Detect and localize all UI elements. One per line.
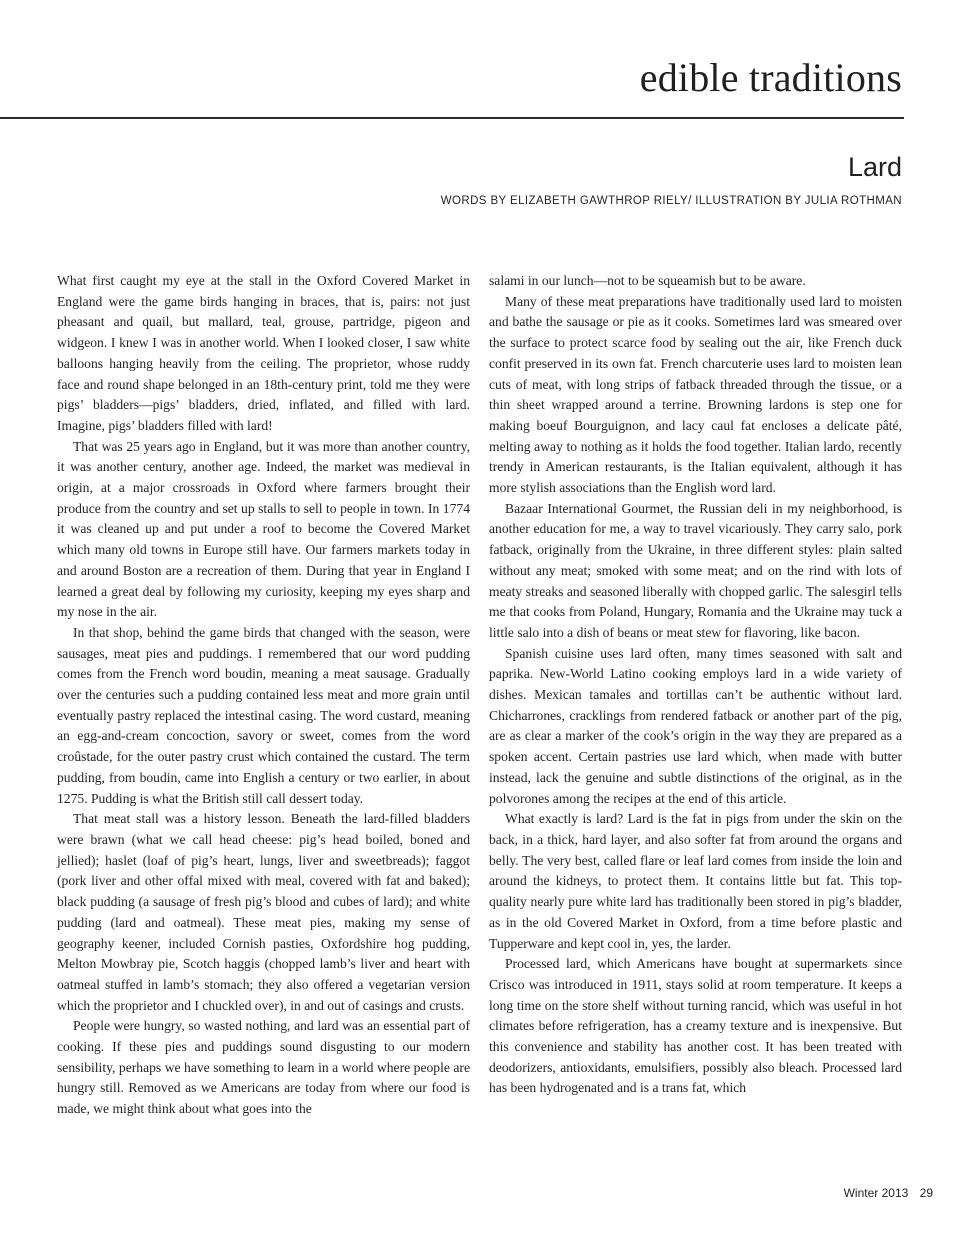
paragraph: Bazaar International Gourmet, the Russian deli in my neighborhood, is another education for me, a way to travel vicariously. They carry salo, pork fatback, originally from the Ukraine, in three different styles: plain salted without any meat; smoked with some meat; and on the rind with lots of meaty streaks and seasoned liberally with chopped garlic. The salesgirl tells me that cooks from Poland, Hungary, Romania and the Ukraine may tuck a little salo into a dish of beans or meat stew for flavoring, like bacon. [489,500,902,640]
paragraph: Many of these meat preparations have traditionally used lard to moisten and bathe the sausage or pie as it cooks. Sometimes lard was smeared over the surface to protect scarce food by sealing out the air, like French duck confit preserved in its own fat. French charcuterie uses lard to moisten lean cuts of meat, with long strips of fatback threaded through the tissue, or a thin sheet wrapped around a terrine. Browning lardons is step one for making boeuf Bourguignon, and lacy caul fat encloses a delicate pâté, melting away to nothing as it holds the food together. Italian lardo, recently trendy in American restaurants, is the Italian equivalent, although it has more stylish associations than the English word lard. [489,293,902,496]
paragraph: Spanish cuisine uses lard often, many times seasoned with salt and paprika. New-World Latino cooking employs lard in a wide variety of dishes. Mexican tamales and tortillas can’t be authentic without lard. Chicharrones, cracklings from rendered fatback or another part of the pig, are as clear a marker of the cook’s origin in the way they are prepared as a spoken accent. Certain pastries use lard which, when made with butter instead, lack the genuine and subtle distinctions of the original, as in the polvorones among the recipes at the end of this article. [489,645,902,806]
byline: WORDS BY ELIZABETH GAWTHROP RIELY/ ILLUSTRATION BY JULIA ROTHMAN [440,195,902,207]
page-number: 29 [919,1186,933,1200]
paragraph: salami in our lunch—not to be squeamish but to be aware. [489,273,806,288]
page-footer [844,1186,933,1200]
section-title: edible traditions [639,55,902,100]
paragraph: In that shop, behind the game birds that changed with the season, were sausages, meat pies and puddings. I remembered that our word pudding comes from the French word boudin, meaning a meat sausage. Gradually over the centuries such a pudding contained less meat and more grain until eventually pastry replaced the intestinal casing. The word custard, meaning an egg-and-cream concoction, savory or sweet, comes from the word croûstade, for the outer pastry crust which contained the custard. The term pudding, from boudin, came into English a century or two earlier, in about 1275. Pudding is what the British still call dessert today. [57,624,470,806]
right-column [489,271,902,1099]
article-title: Lard [847,152,902,182]
paragraph: People were hungry, so wasted nothing, and lard was an essential part of cooking. If these pies and puddings sound disgusting to our modern sensibility, perhaps we have something to learn in a world where people are hungry still. Removed as we Americans are today from where our food is made, we might think about what goes into the [57,1018,470,1117]
header-rule [0,117,904,119]
paragraph: That was 25 years ago in England, but it was more than another country, it was another century, another age. Indeed, the market was medieval in origin, at a major crossroads in Oxford where farmers brought their produce from the country and set up stalls to sell to people in town. In 1774 it was cleaned up and put under a roof to become the Covered Market which many old towns in Europe still have. Our farmers markets today in and around Boston are a recreation of them. During that year in England I learned a great deal by following my curiosity, keeping my eyes sharp and my nose in the air. [57,438,470,620]
paragraph: That meat stall was a history lesson. Beneath the lard-filled bladders were brawn (what we call head cheese: pig’s head boiled, boned and jellied); haslet (loaf of pig’s heart, lungs, liver and sweetbreads); faggot (pork liver and other offal mixed with meal, covered with fat and baked); black pudding (a sausage of fresh pig’s blood and cubes of lard); and white pudding (lard and oatmeal). These meat pies, making my sense of geography keener, included Cornish pasties, Oxfordshire hog pudding, Melton Mowbray pie, Scotch haggis (chopped lamb’s liver and heart with oatmeal stuffed in lamb’s stomach; they also offered a vegetarian version which the proprietor and I chuckled over), in and out of casings and crusts. [57,811,470,1013]
paragraph: What first caught my eye at the stall in the Oxford Covered Market in England were the game birds hanging in braces, that is, pairs: not just pheasant and quail, but mallard, teal, grouse, partridge, pigeon and widgeon. I knew I was in another world. When I looked closer, I saw white balloons hanging heavily from the ceiling. The proprietor, whose ruddy face and round shape belonged in an 18th-century print, told me they were pigs’ bladders—pigs’ bladders, dried, inflated, and filled with lard. Imagine, pigs’ bladders filled with lard! [57,273,470,433]
issue-label: Winter 2013 [843,1186,909,1200]
paragraph: What exactly is lard? Lard is the fat in pigs from under the skin on the back, in a thick, hard layer, and also softer fat from around the organs and belly. The very best, called flare or leaf lard comes from inside the loin and around the kidneys, to protect them. It contains little but fat. This top-quality nearly pure white lard has traditionally been stored in pig’s bladder, as in the old Covered Market in Oxford, from a time before plastic and Tupperware and kept cool in, yes, the larder. [489,811,902,951]
left-column [57,271,470,1120]
paragraph: Processed lard, which Americans have bought at supermarkets since Crisco was introduced in 1911, stays solid at room temperature. It keeps a long time on the store shelf without turning rancid, which was useful in hot climates before refrigeration, has a creamy texture and is inexpensive. But this convenience and stability has another cost. It has been treated with deodorizers, antioxidants, emulsifiers, possibly also bleach. Processed lard has been hydrogenated and is a trans fat, which [489,956,902,1096]
